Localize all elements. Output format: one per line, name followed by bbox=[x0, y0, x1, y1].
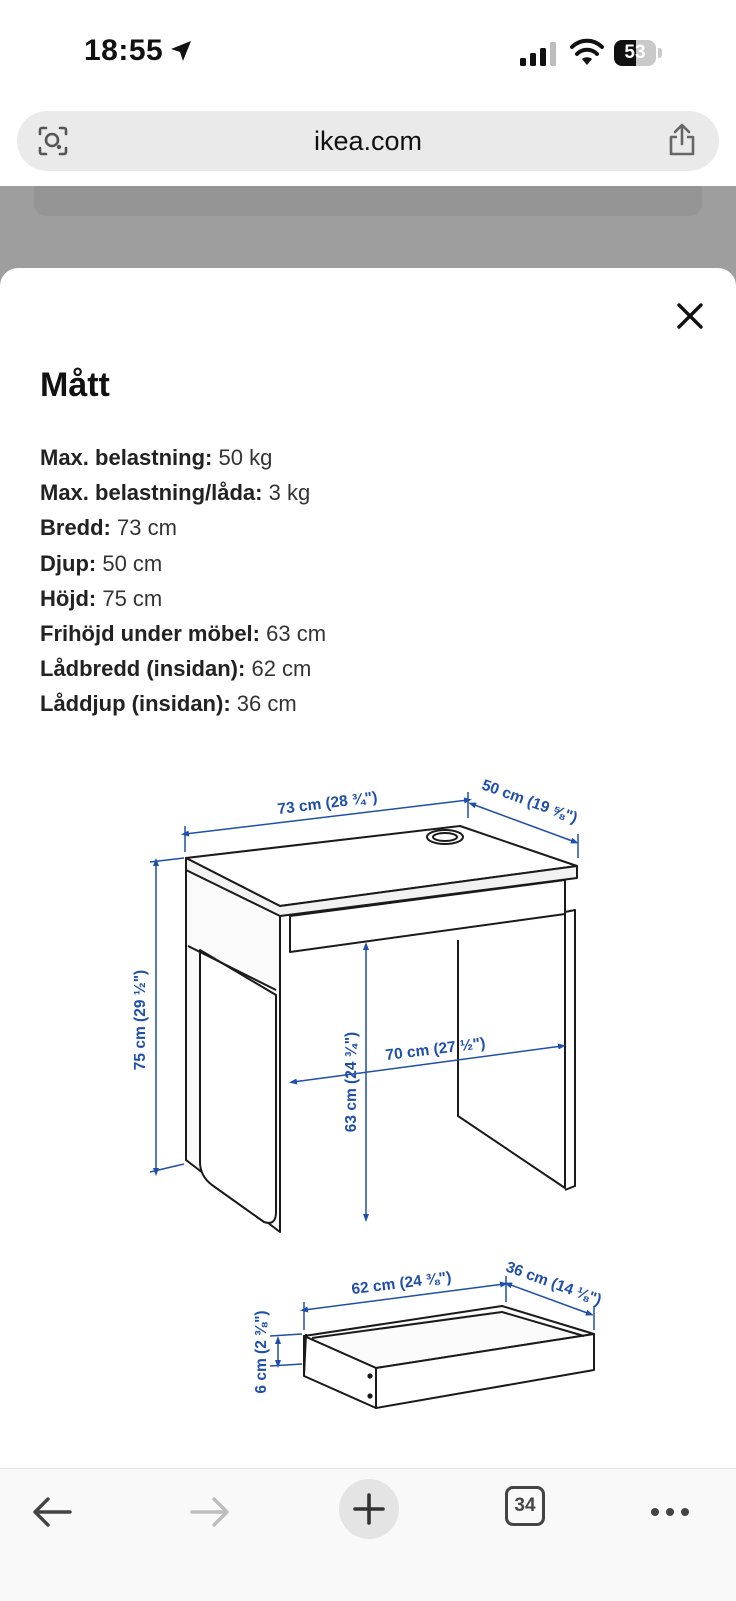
status-time: 18:55 bbox=[84, 34, 164, 67]
spec-row bbox=[40, 546, 680, 581]
spec-value: 62 cm bbox=[251, 656, 312, 682]
drawer-width-label: 62 cm (24 ⅜") bbox=[350, 1268, 453, 1299]
spec-row bbox=[40, 651, 680, 686]
spec-label: Bredd: bbox=[40, 515, 111, 541]
desk-drawing bbox=[186, 826, 577, 1232]
spec-list bbox=[40, 440, 680, 722]
spec-label: Max. belastning: bbox=[40, 445, 213, 470]
spec-value: 3 kg bbox=[268, 480, 311, 506]
spec-value: 75 cm bbox=[102, 585, 163, 611]
battery-icon bbox=[614, 40, 662, 66]
status-bar bbox=[0, 0, 736, 100]
spec-value: 73 cm bbox=[117, 515, 177, 541]
spec-label: Låddjup (insidan): bbox=[40, 691, 231, 717]
url-text[interactable]: ikea.com bbox=[313, 126, 423, 156]
clearance-width-label: 70 cm (27 ½") bbox=[384, 1034, 487, 1065]
spec-value: 63 cm bbox=[266, 621, 327, 647]
spec-label: Djup: bbox=[40, 550, 97, 576]
dimension-diagram bbox=[0, 750, 736, 1410]
spec-row bbox=[40, 616, 680, 651]
spec-label: Frihöjd under möbel: bbox=[40, 621, 260, 647]
back-arrow-icon[interactable] bbox=[30, 1495, 74, 1529]
spec-label: Höjd: bbox=[40, 585, 97, 611]
spec-row bbox=[40, 686, 680, 721]
desk-width-label: 73 cm (28 ¾") bbox=[276, 788, 379, 819]
close-icon[interactable] bbox=[670, 296, 710, 336]
spec-value: 50 kg bbox=[218, 445, 273, 470]
desk-depth-label: 50 cm (19 ⅝") bbox=[479, 776, 580, 827]
plus-icon bbox=[339, 1479, 399, 1539]
signal-icon bbox=[520, 42, 558, 66]
drawer-depth-label: 36 cm (14 ⅛") bbox=[503, 1258, 604, 1309]
spec-row bbox=[40, 475, 680, 510]
spec-value: 50 cm bbox=[102, 550, 163, 576]
page-backdrop-card bbox=[34, 186, 702, 216]
drawer-height-label: 6 cm (2 ⅜") bbox=[253, 1310, 270, 1394]
desk-height-label: 75 cm (29 ½") bbox=[132, 969, 149, 1071]
spec-row bbox=[40, 581, 680, 616]
wifi-icon bbox=[570, 38, 604, 66]
spec-row bbox=[40, 440, 680, 475]
location-arrow-icon bbox=[170, 40, 192, 62]
tabs-icon[interactable]: 34 bbox=[505, 1486, 545, 1526]
bottom-toolbar bbox=[0, 1468, 736, 1601]
address-bar[interactable] bbox=[17, 111, 719, 171]
drawer-drawing bbox=[304, 1306, 594, 1408]
new-tab-button[interactable] bbox=[339, 1479, 399, 1539]
battery-level: 53 bbox=[624, 42, 646, 63]
more-icon[interactable] bbox=[650, 1495, 690, 1529]
share-icon[interactable] bbox=[667, 123, 697, 157]
forward-arrow-icon[interactable] bbox=[188, 1495, 232, 1529]
spec-row bbox=[40, 510, 680, 545]
spec-label: Lådbredd (insidan): bbox=[40, 656, 246, 682]
clearance-height-label: 63 cm (24 ¾") bbox=[343, 1031, 360, 1133]
spec-label: Max. belastning/låda: bbox=[40, 480, 263, 506]
spec-value: 36 cm bbox=[236, 691, 297, 717]
page-title: Mått bbox=[40, 366, 110, 404]
